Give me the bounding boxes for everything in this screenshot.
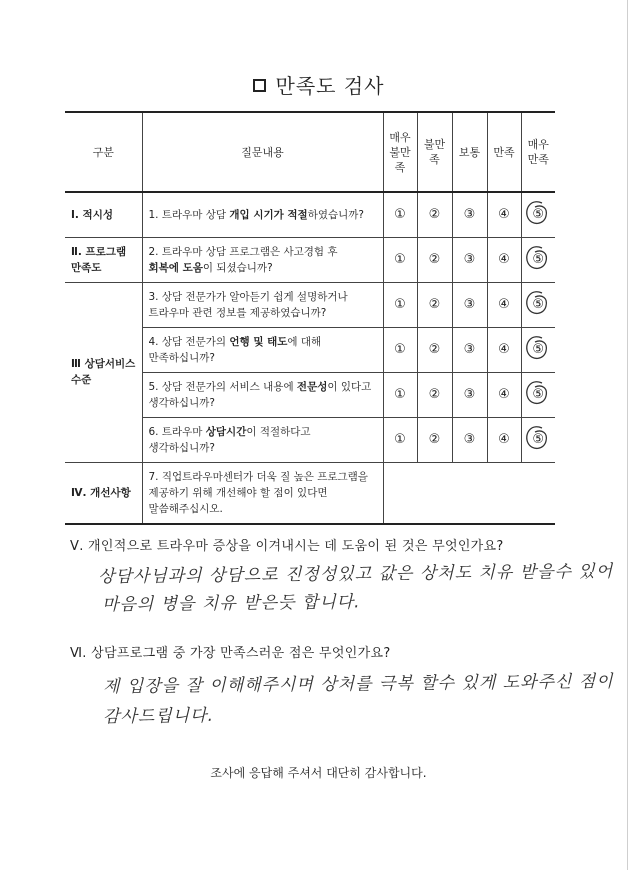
checkbox-square-icon bbox=[253, 79, 266, 92]
option-4[interactable] bbox=[487, 327, 521, 372]
option-symbol: ① bbox=[394, 342, 406, 357]
improvement-answer-cell[interactable] bbox=[383, 462, 555, 524]
option-symbol: ③ bbox=[463, 252, 476, 267]
header-option-1: 매우 불만 족 bbox=[383, 112, 417, 192]
option-symbol: ② bbox=[428, 207, 441, 223]
header-question: 질문내용 bbox=[142, 112, 383, 192]
table-row bbox=[65, 282, 555, 327]
option-1[interactable] bbox=[383, 237, 417, 282]
question-cell: 5. 상담 전문가의 서비스 내용에 전문성이 있다고 생각하십니까? bbox=[142, 372, 383, 417]
option-symbol: ⑤ bbox=[532, 432, 544, 447]
option-4[interactable] bbox=[487, 372, 521, 417]
option-symbol: ⑤ bbox=[532, 342, 544, 357]
option-4[interactable] bbox=[487, 192, 521, 237]
option-5[interactable] bbox=[521, 372, 555, 417]
option-1[interactable] bbox=[383, 327, 417, 372]
header-option-2: 불만 족 bbox=[417, 112, 452, 192]
option-2[interactable] bbox=[417, 372, 452, 417]
option-symbol: ① bbox=[394, 297, 406, 312]
option-symbol: ⑤ bbox=[532, 207, 544, 222]
section-6-answer-line-1: 제 입장을 잘 이해해주시며 상처를 극복 할수 있게 도와주신 점이 bbox=[102, 671, 614, 697]
option-symbol: ⑤ bbox=[532, 252, 544, 267]
header-option-5: 매우 만족 bbox=[521, 112, 555, 192]
header-category: 구분 bbox=[65, 112, 142, 192]
title-text: 만족도 검사 bbox=[275, 74, 385, 98]
option-symbol: ② bbox=[428, 342, 441, 357]
question-cell: 4. 상담 전문가의 언행 및 태도에 대해 만족하십니까? bbox=[142, 327, 383, 372]
option-1[interactable] bbox=[383, 417, 417, 462]
option-2[interactable] bbox=[417, 282, 452, 327]
page-title bbox=[0, 70, 637, 99]
category-cell: Ⅲ 상담서비스 수준 bbox=[65, 282, 142, 462]
question-cell: 2. 트라우마 상담 프로그램은 사고경험 후 회복에 도움이 되셨습니까? bbox=[142, 237, 383, 282]
option-symbol: ③ bbox=[463, 297, 476, 312]
option-4[interactable] bbox=[487, 237, 521, 282]
option-5[interactable] bbox=[521, 192, 555, 237]
option-symbol: ⑤ bbox=[532, 297, 544, 312]
option-symbol: ④ bbox=[498, 432, 510, 447]
option-symbol: ② bbox=[428, 252, 441, 267]
option-4[interactable] bbox=[487, 282, 521, 327]
category-cell: Ⅰ. 적시성 bbox=[65, 192, 142, 237]
option-5[interactable] bbox=[521, 327, 555, 372]
selection-circle-mark bbox=[522, 376, 552, 408]
option-symbol: ① bbox=[394, 252, 406, 267]
option-3[interactable] bbox=[452, 237, 487, 282]
option-5[interactable] bbox=[521, 237, 555, 282]
section-5-answer-line-1: 상담사님과의 상담으로 진정성있고 값은 상처도 치유 받을수 있어 bbox=[97, 561, 614, 587]
table-header-row bbox=[65, 112, 555, 192]
option-3[interactable] bbox=[452, 327, 487, 372]
survey-table bbox=[65, 111, 555, 525]
question-cell: 1. 트라우마 상담 개입 시기가 적절하였습니까? bbox=[142, 192, 383, 237]
table-row bbox=[65, 192, 555, 237]
selection-circle-mark bbox=[522, 241, 552, 273]
option-5[interactable] bbox=[521, 417, 555, 462]
table-row bbox=[65, 237, 555, 282]
category-cell: Ⅱ. 프로그램 만족도 bbox=[65, 237, 142, 282]
option-symbol: ② bbox=[428, 387, 441, 402]
question-cell: 6. 트라우마 상담시간이 적절하다고 생각하십니까? bbox=[142, 417, 383, 462]
option-symbol: ④ bbox=[498, 297, 510, 312]
section-5-answer-line-2: 마음의 병을 치유 받은듯 합니다. bbox=[101, 592, 361, 615]
selection-circle-mark bbox=[522, 331, 552, 363]
option-2[interactable] bbox=[417, 237, 452, 282]
option-1[interactable] bbox=[383, 372, 417, 417]
option-3[interactable] bbox=[452, 372, 487, 417]
page-edge bbox=[627, 0, 628, 870]
option-3[interactable] bbox=[452, 417, 487, 462]
option-symbol: ③ bbox=[463, 342, 476, 357]
option-1[interactable] bbox=[383, 282, 417, 327]
section-6-answer-line-2: 감사드립니다. bbox=[102, 705, 215, 727]
option-symbol: ① bbox=[394, 207, 406, 223]
option-symbol: ③ bbox=[463, 207, 476, 223]
footer-thanks: 조사에 응답해 주셔서 대단히 감사합니다. bbox=[210, 766, 427, 780]
option-symbol: ① bbox=[394, 432, 406, 447]
option-symbol: ③ bbox=[463, 387, 476, 402]
option-1[interactable] bbox=[383, 192, 417, 237]
selection-circle-mark bbox=[522, 421, 552, 453]
category-cell: Ⅳ. 개선사항 bbox=[65, 462, 142, 524]
option-5[interactable] bbox=[521, 282, 555, 327]
question-cell: 3. 상담 전문가가 알아듣기 쉽게 설명하거나 트라우마 관련 정보를 제공하였습니까? bbox=[142, 282, 383, 327]
option-4[interactable] bbox=[487, 417, 521, 462]
section-6-question: Ⅵ. 상담프로그램 중 가장 만족스러운 점은 무엇인가요? bbox=[70, 646, 391, 661]
table-row bbox=[65, 462, 555, 524]
option-symbol: ② bbox=[428, 297, 441, 312]
question-cell: 7. 직업트라우마센터가 더욱 질 높은 프로그램을 제공하기 위해 개선해야 할 점이 있다면 말씀해주십시오. bbox=[142, 462, 383, 524]
section-5-question: Ⅴ. 개인적으로 트라우마 증상을 이겨내시는 데 도움이 된 것은 무엇인가요? bbox=[70, 539, 504, 554]
option-3[interactable] bbox=[452, 192, 487, 237]
header-option-3: 보통 bbox=[452, 112, 487, 192]
option-symbol: ① bbox=[394, 387, 406, 402]
option-symbol: ④ bbox=[498, 342, 510, 357]
option-symbol: ② bbox=[428, 432, 441, 447]
option-symbol: ④ bbox=[498, 252, 510, 267]
selection-circle-mark bbox=[522, 286, 552, 318]
option-2[interactable] bbox=[417, 192, 452, 237]
option-3[interactable] bbox=[452, 282, 487, 327]
option-2[interactable] bbox=[417, 327, 452, 372]
option-symbol: ⑤ bbox=[532, 387, 544, 402]
selection-circle-mark bbox=[522, 196, 552, 228]
option-2[interactable] bbox=[417, 417, 452, 462]
option-symbol: ③ bbox=[463, 432, 476, 447]
option-symbol: ④ bbox=[498, 207, 510, 223]
option-symbol: ④ bbox=[498, 387, 510, 402]
header-option-4: 만족 bbox=[487, 112, 521, 192]
